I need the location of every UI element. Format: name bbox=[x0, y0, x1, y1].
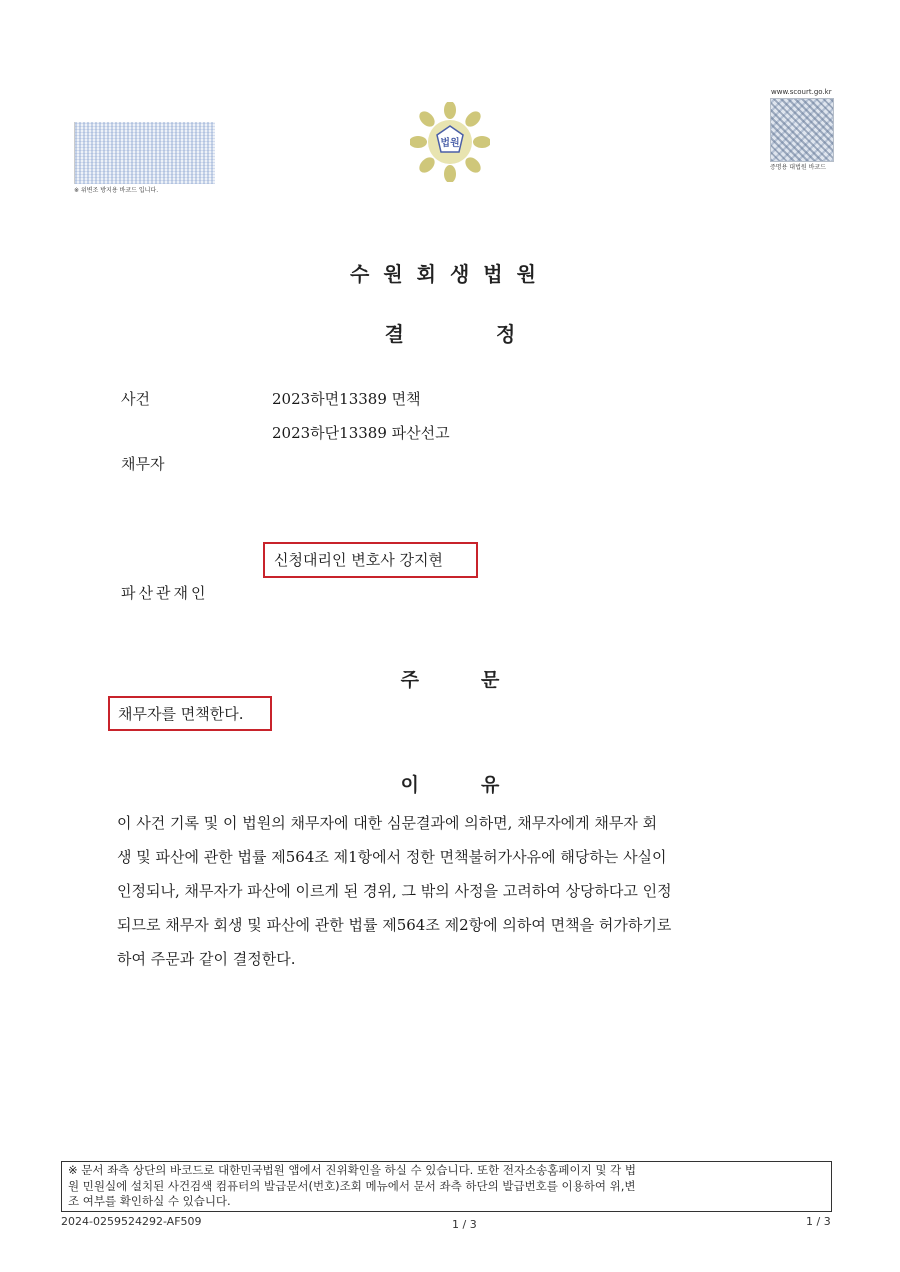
page-number-right: 1 / 3 bbox=[806, 1215, 831, 1228]
qr-caption: 증명용 대법원 바코드 bbox=[770, 164, 826, 171]
seal-text: 법원 bbox=[440, 138, 460, 149]
court-name: 수원회생법원 bbox=[350, 262, 550, 286]
verification-barcode bbox=[74, 122, 215, 184]
case-number-bankruptcy: 2023하단13389 파산선고 bbox=[272, 424, 450, 442]
reason-body bbox=[117, 806, 797, 976]
reason-line: 이 사건 기록 및 이 법원의 채무자에 대한 심문결과에 의하면, 채무자에게 채무자 회 bbox=[117, 814, 658, 832]
document-type: 결정 bbox=[384, 322, 608, 346]
case-label: 사건 bbox=[121, 390, 150, 408]
trustee-label: 파산관재인 bbox=[121, 584, 209, 602]
court-url: www.scourt.go.kr bbox=[771, 88, 832, 96]
reason-line: 하여 주문과 같이 결정한다. bbox=[117, 950, 296, 968]
page-number-center: 1 / 3 bbox=[452, 1218, 477, 1231]
case-number-discharge: 2023하면13389 면책 bbox=[272, 390, 421, 408]
issue-number: 2024-0259524292-AF509 bbox=[61, 1215, 202, 1228]
barcode-caption: ※ 위변조 방지용 바코드 입니다. bbox=[74, 187, 159, 194]
reason-heading: 이유 bbox=[400, 774, 562, 796]
court-seal-icon bbox=[410, 102, 490, 182]
reason-line: 되므로 채무자 회생 및 파산에 관한 법률 제564조 제2항에 의하여 면책을 허가하기로 bbox=[117, 916, 672, 934]
reason-line: 생 및 파산에 관한 법률 제564조 제1항에서 정한 면책불허가사유에 해당하는 사실이 bbox=[117, 848, 667, 866]
verification-notice bbox=[61, 1161, 832, 1212]
qr-code bbox=[770, 98, 834, 162]
notice-line: ※ 문서 좌측 상단의 바코드로 대한민국법원 앱에서 진위확인을 하실 수 있습니다. 또한 전자소송홈페이지 및 각 법 bbox=[68, 1163, 637, 1177]
order-text: 채무자를 면책한다. bbox=[118, 705, 244, 723]
reason-line: 인정되나, 채무자가 파산에 이르게 된 경위, 그 밖의 사정을 고려하여 상당하다고 인정 bbox=[117, 882, 672, 900]
notice-line: 원 민원실에 설치된 사건검색 컴퓨터의 발급문서(번호)조회 메뉴에서 문서 좌측 하단의 발급번호를 이용하여 위,변 bbox=[68, 1178, 636, 1193]
agent-name: 신청대리인 변호사 강지현 bbox=[274, 551, 443, 569]
notice-line: 조 여부를 확인하실 수 있습니다. bbox=[68, 1194, 231, 1208]
order-heading: 주문 bbox=[400, 669, 562, 691]
debtor-label: 채무자 bbox=[121, 455, 165, 473]
